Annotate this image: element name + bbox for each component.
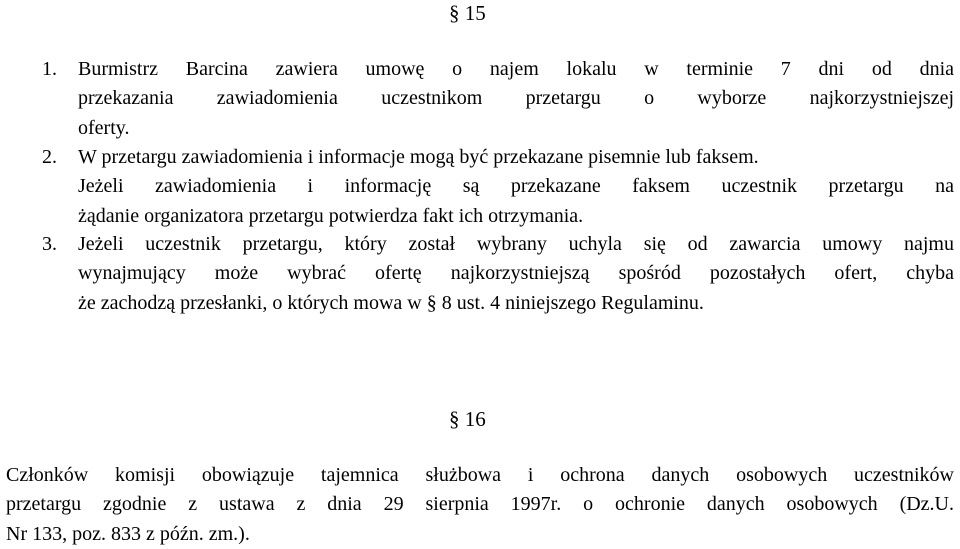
text-line: W przetargu zawiadomienia i informacje mogą być przekazane pisemnie lub faksem. [78, 146, 759, 168]
text-line: żądanie organizatora przetargu potwierdza fakt ich otrzymania. [78, 204, 584, 227]
text-line: Nr 133, poz. 833 z późn. zm.). [6, 522, 250, 545]
section-15-heading: § 15 [449, 1, 486, 25]
section-16-paragraph [6, 461, 954, 549]
item-number: 1. [42, 58, 57, 80]
text-line: przetargu zgodnie z ustawa z dnia 29 sierpnia 1997r. o ochronie danych osobowych (Dz.U. [6, 493, 954, 516]
text-line: Jeżeli zawiadomienia i informację są przekazane faksem uczestnik przetargu na [78, 175, 954, 198]
item-number: 2. [42, 146, 57, 168]
text-line: Jeżeli uczestnik przetargu, który został wybrany uchyla się od zawarcia umowy najmu [78, 233, 954, 255]
item-text [78, 55, 954, 143]
text-line: oferty. [78, 116, 130, 139]
section-16-heading: § 16 [449, 407, 486, 431]
text-line: wynajmujący może wybrać ofertę najkorzystniejszą spośród pozostałych ofert, chyba [78, 262, 954, 285]
text-line: Burmistrz Barcina zawiera umowę o najem lokalu w terminie 7 dni od dnia [78, 58, 954, 80]
item-text [78, 143, 954, 231]
item-text [78, 230, 954, 318]
text-line: że zachodzą przesłanki, o których mowa w § 8 ust. 4 niniejszego Regulaminu. [78, 291, 704, 314]
text-line: Członków komisji obowiązuje tajemnica służbowa i ochrona danych osobowych uczestników [6, 464, 954, 486]
text-line: przekazania zawiadomienia uczestnikom przetargu o wyborze najkorzystniejszej [78, 87, 954, 110]
item-number: 3. [42, 233, 57, 255]
